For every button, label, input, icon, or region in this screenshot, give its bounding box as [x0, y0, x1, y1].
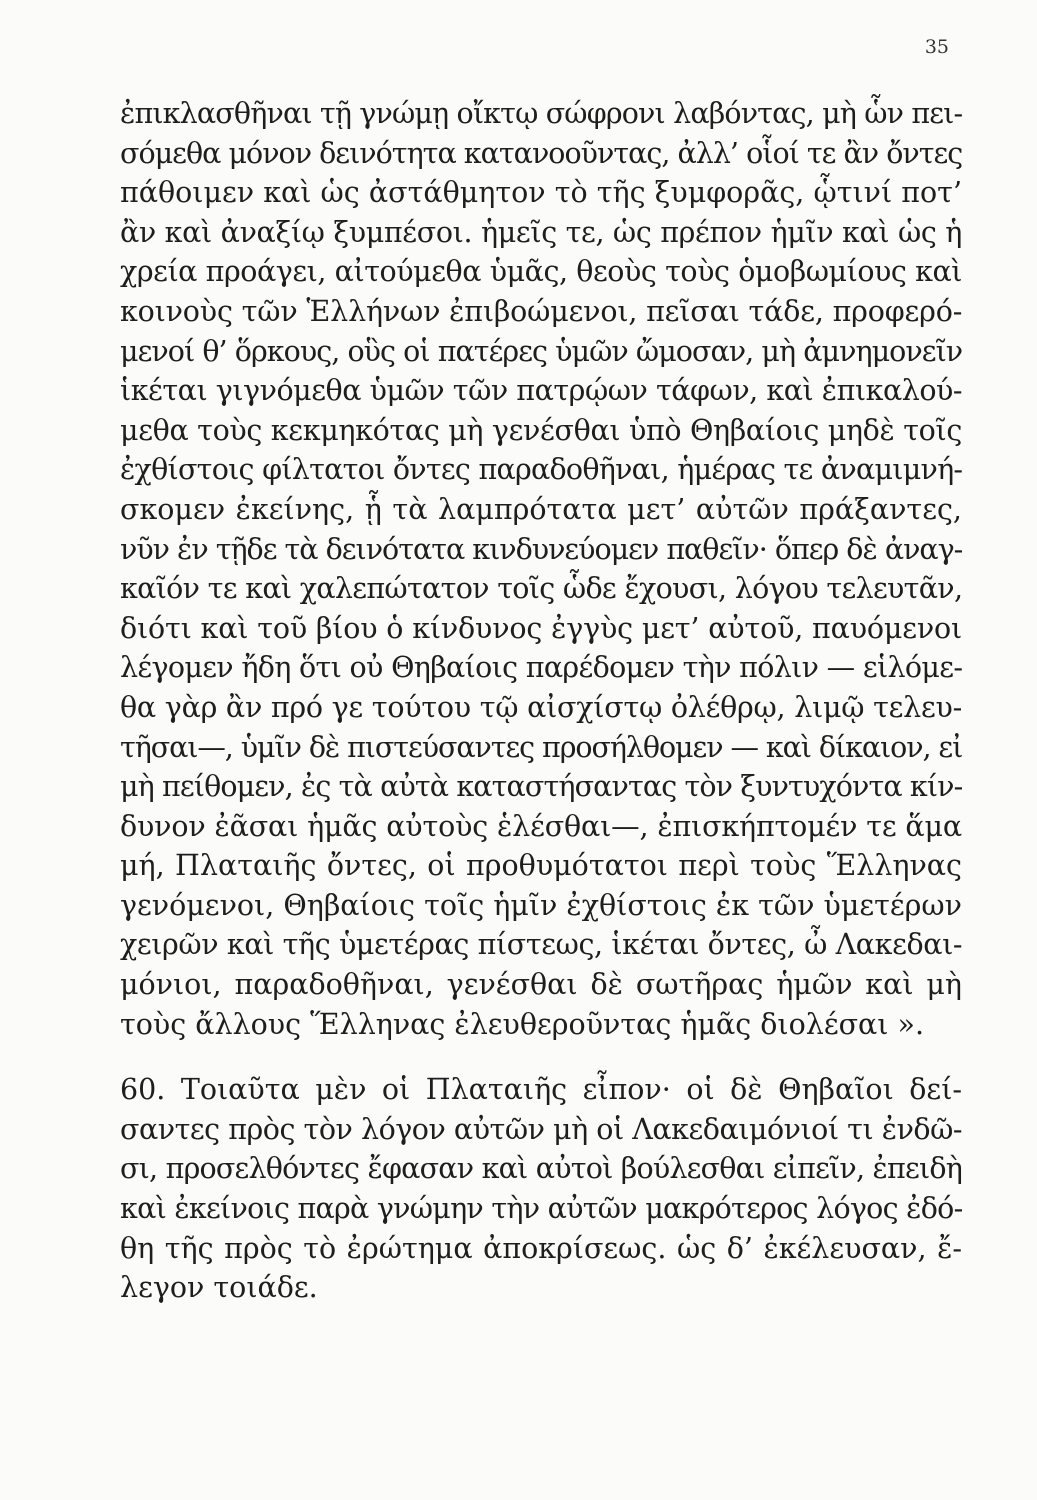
text-line: χρεία προάγει, αἰτούμεθα ὑμᾶς, θεοὺς τοὺς ὁμοβωμίους καὶ	[120, 255, 962, 289]
text-line: τῆσαι—, ὑμῖν δὲ πιστεύσαντες προσήλθομεν — καὶ δίκαιον, εἰ	[120, 730, 963, 764]
text-line: δυνον ἐᾶσαι ἡμᾶς αὐτοὺς ἑλέσθαι—, ἐπισκήπτομέν τε ἅμα	[120, 809, 962, 843]
text-line: θη τῆς πρὸς τὸ ἐρώτημα ἀποκρίσεως. ὡς δ’ ἐκέλευσαν, ἔ-	[120, 1231, 962, 1265]
text-line: 60. Τοιαῦτα μὲν οἱ Πλαταιῆς εἶπον· οἱ δὲ Θηβαῖοι δεί-	[120, 1073, 962, 1107]
text-line: τοὺς ἄλλους Ἕλληνας ἐλευθεροῦντας ἡμᾶς διολέσαι ».	[120, 1007, 925, 1041]
paragraph-59-end	[120, 94, 962, 1044]
text-line: κοινοὺς τῶν Ἑλλήνων ἐπιβοώμενοι, πεῖσαι τάδε, προφερό-	[120, 294, 963, 328]
text-line: μή, Πλαταιῆς ὄντες, οἱ προθυμότατοι περὶ τοὺς Ἕλληνας	[120, 849, 962, 883]
text-line: ἐπικλασθῆναι τῇ γνώμῃ οἴκτῳ σώφρονι λαβόντας, μὴ ὧν πει-	[120, 97, 963, 130]
text-line: μενοί θ’ ὅρκους, οὓς οἱ πατέρες ὑμῶν ὤμοσαν, μὴ ἀμνημονεῖν	[120, 334, 963, 368]
text-line: θα γὰρ ἂν πρό γε τούτου τῷ αἰσχίστῳ ὀλέθρῳ, λιμῷ τελευ-	[120, 690, 962, 724]
text-line: ἱκέται γιγνόμεθα ὑμῶν τῶν πατρῴων τάφων, καὶ ἐπικαλού-	[120, 374, 963, 408]
text-line: μὴ πείθομεν, ἐς τὰ αὐτὰ καταστήσαντας τὸν ξυντυχόντα κίν-	[120, 770, 963, 804]
text-line: νῦν ἐν τῇδε τὰ δεινότατα κινδυνεύομεν παθεῖν· ὅπερ δὲ ἀναγ-	[120, 532, 963, 566]
text-line: μόνιοι, παραδοθῆναι, γενέσθαι δὲ σωτῆρας ἡμῶν καὶ μὴ	[120, 968, 962, 1002]
text-line: σόμεθα μόνον δεινότητα κατανοοῦντας, ἀλλ’ οἷοί τε ἂν ὄντες	[120, 136, 963, 170]
page-number: 35	[924, 36, 949, 58]
text-line: μεθα τοὺς κεκμηκότας μὴ γενέσθαι ὑπὸ Θηβαίοις μηδὲ τοῖς	[120, 413, 962, 447]
text-line: λέγομεν ἤδη ὅτι οὐ Θηβαίοις παρέδομεν τὴν πόλιν — εἱλόμε-	[120, 651, 963, 685]
text-line: πάθοιμεν καὶ ὡς ἀστάθμητον τὸ τῆς ξυμφορᾶς, ᾧτινί ποτ’	[120, 176, 962, 210]
text-line: λεγον τοιάδε.	[120, 1271, 318, 1305]
text-line: σκομεν ἐκείνης, ᾗ τὰ λαμπρότατα μετ’ αὐτῶν πράξαντες,	[120, 492, 962, 526]
text-line: καῖόν τε καὶ χαλεπώτατον τοῖς ὧδε ἔχουσι, λόγου τελευτᾶν,	[120, 572, 963, 606]
text-line: ἐχθίστοις φίλτατοι ὄντες παραδοθῆναι, ἡμέρας τε ἀναμιμνή-	[120, 453, 963, 487]
text-line: χειρῶν καὶ τῆς ὑμετέρας πίστεως, ἱκέται ὄντες, ὦ Λακεδαι-	[120, 928, 963, 962]
text-line: γενόμενοι, Θηβαίοις τοῖς ἡμῖν ἐχθίστοις ἐκ τῶν ὑμετέρων	[120, 888, 962, 922]
text-line: διότι καὶ τοῦ βίου ὁ κίνδυνος ἐγγὺς μετ’ αὐτοῦ, παυόμενοι	[120, 611, 963, 645]
text-line: ἂν καὶ ἀναξίῳ ξυμπέσοι. ἡμεῖς τε, ὡς πρέπον ἡμῖν καὶ ὡς ἡ	[120, 215, 962, 249]
text-line: σαντες πρὸς τὸν λόγον αὐτῶν μὴ οἱ Λακεδαιμόνιοί τι ἐνδῶ-	[120, 1112, 962, 1146]
text-line: καὶ ἐκείνοις παρὰ γνώμην τὴν αὐτῶν μακρότερος λόγος ἐδό-	[120, 1192, 963, 1226]
text-line: σι, προσελθόντες ἔφασαν καὶ αὐτοὶ βούλεσθαι εἰπεῖν, ἐπειδὴ	[120, 1152, 962, 1186]
text-body	[120, 94, 962, 1308]
paragraph-60	[120, 1070, 962, 1308]
